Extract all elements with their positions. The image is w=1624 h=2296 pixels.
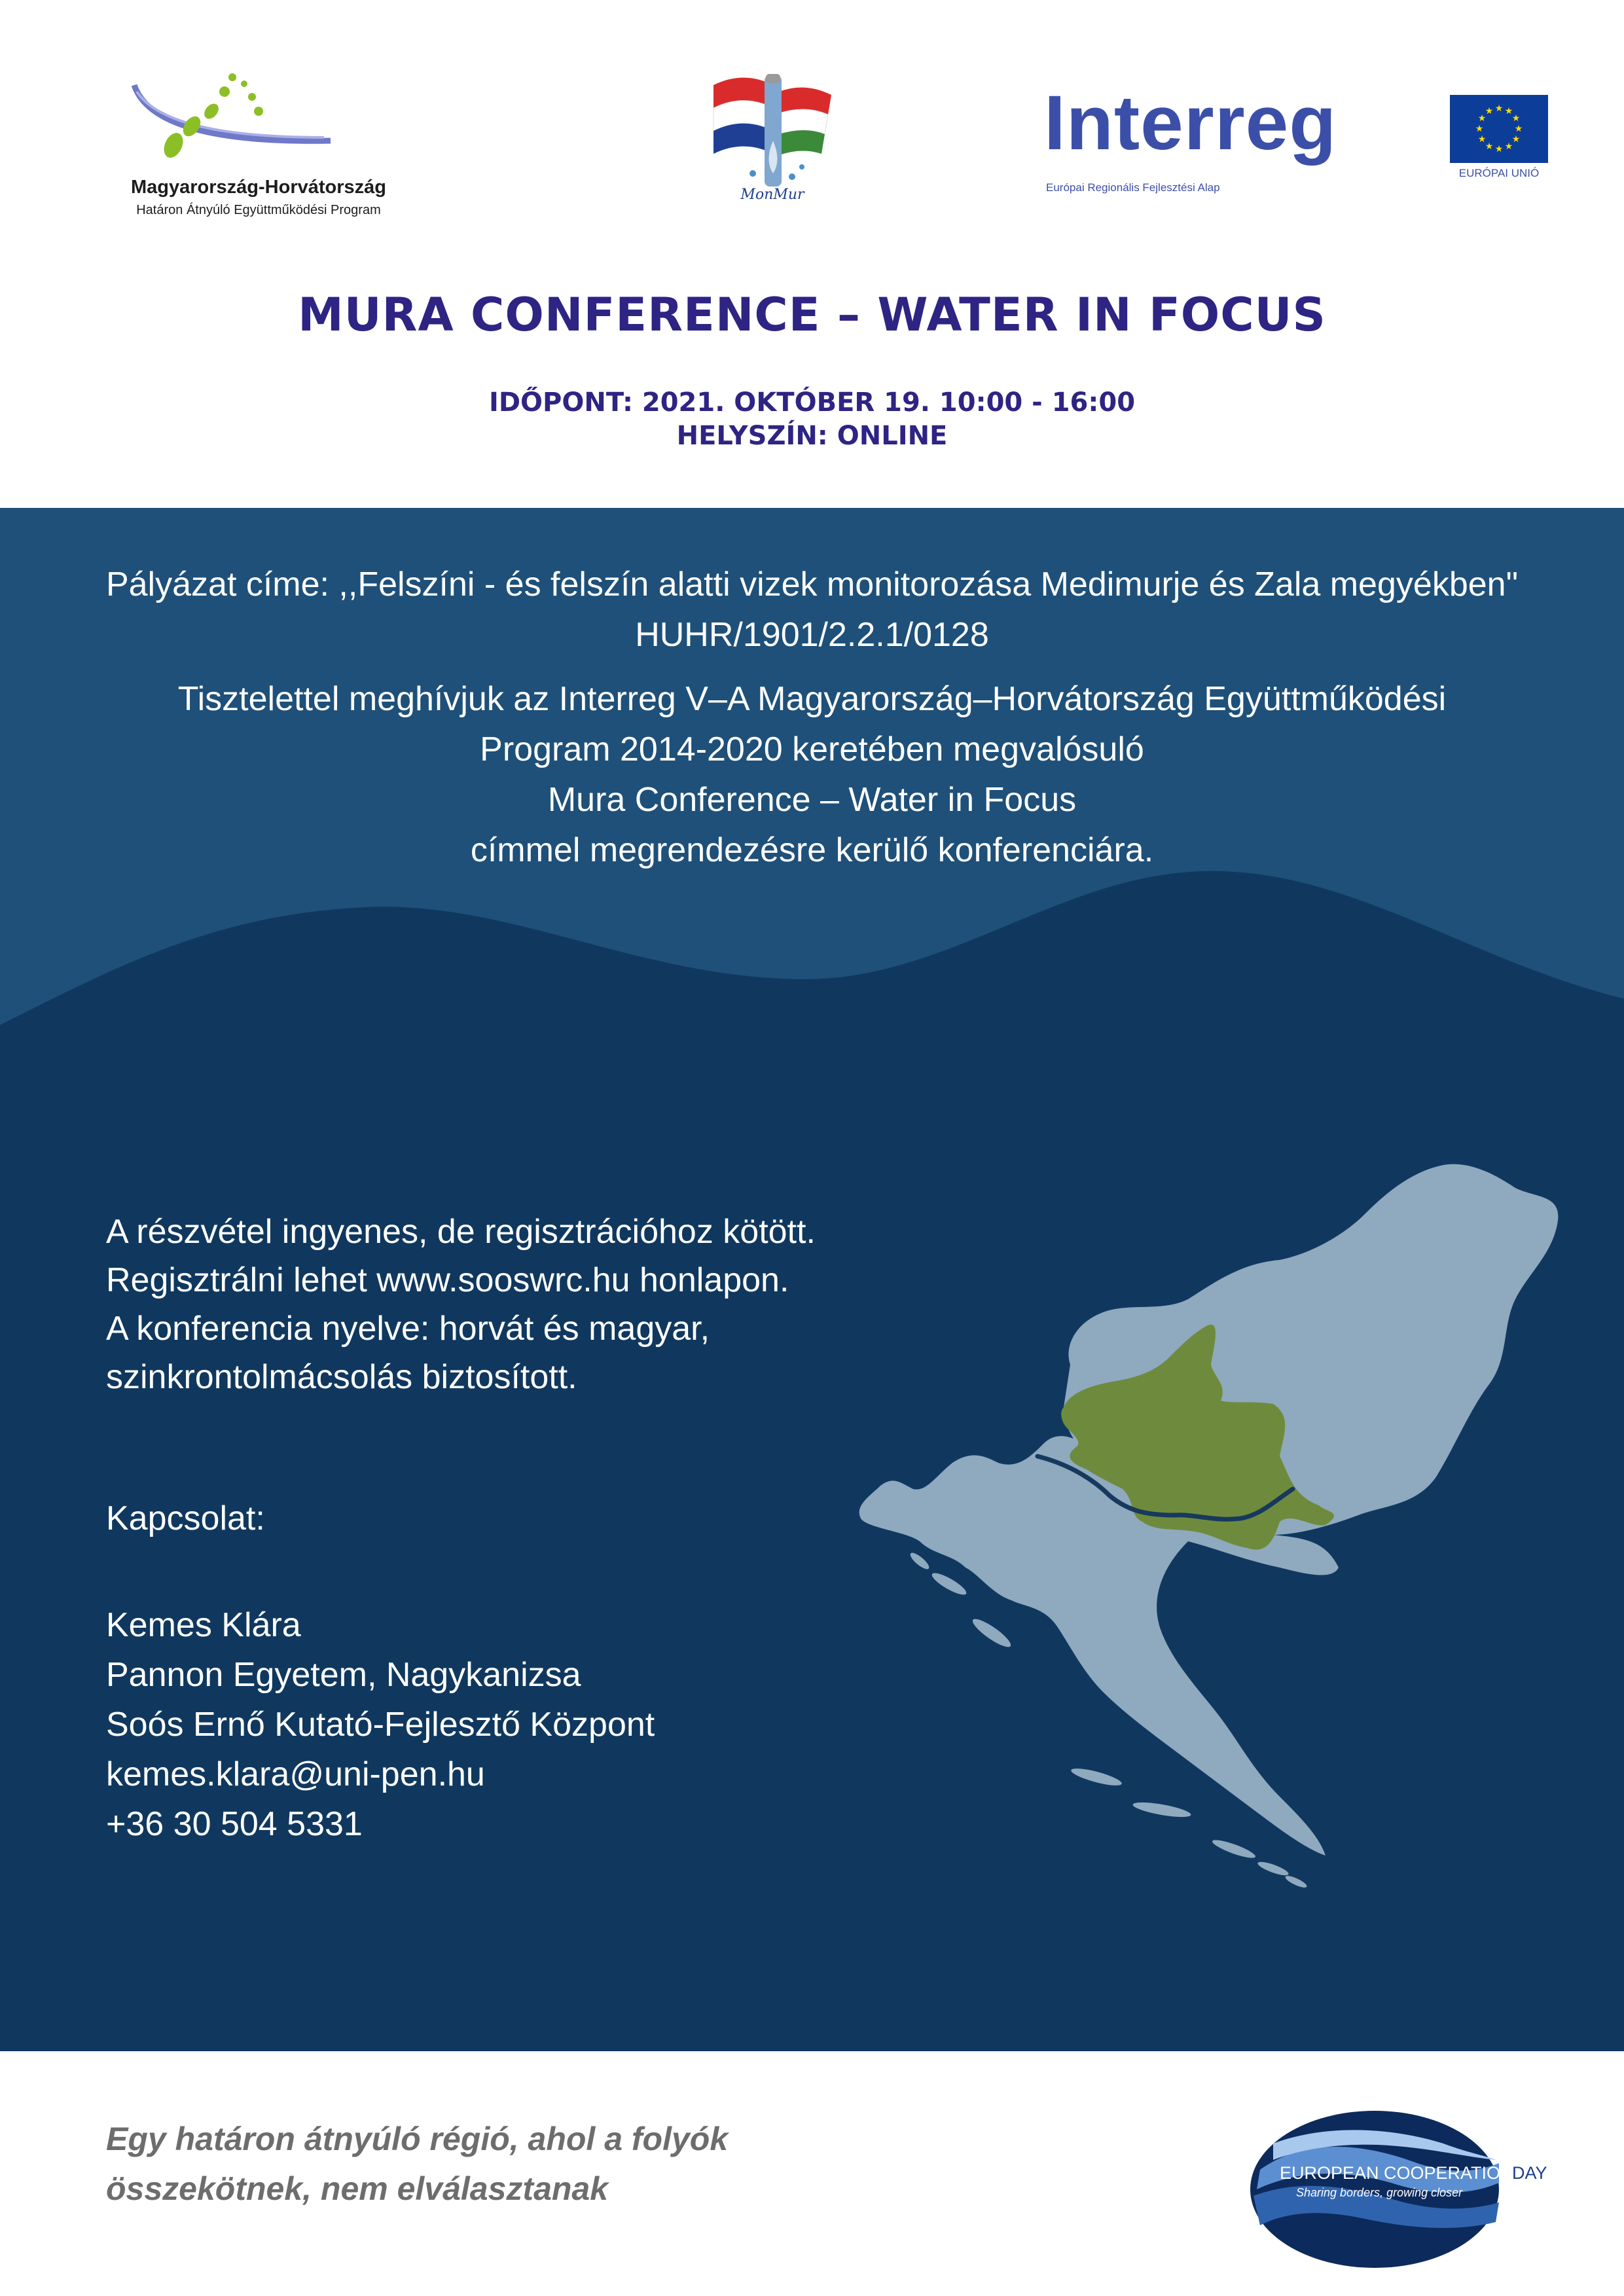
contact-phone: +36 30 504 5331 xyxy=(106,1805,363,1843)
svg-text:★: ★ xyxy=(1475,124,1484,134)
svg-text:★: ★ xyxy=(1504,106,1513,117)
svg-text:★: ★ xyxy=(1485,106,1494,117)
contact-email[interactable]: kemes.klara@uni-pen.hu xyxy=(106,1755,485,1793)
invitation-line: Tisztelettel meghívjuk az Interreg V–A Magyarország–Horvátország Együttműködési xyxy=(177,680,1447,718)
contact-heading: Kapcsolat: xyxy=(106,1499,265,1537)
project-title-line: Pályázat címe: ,,Felszíni - és felszín alatti vizek monitorozása Medimurje és Zala megyékben" xyxy=(105,565,1519,603)
contact-center: Soós Ernő Kutató-Fejlesztő Központ xyxy=(106,1706,655,1744)
event-place: HELYSZÍN: ONLINE xyxy=(676,421,948,451)
region-map-graphic xyxy=(821,1149,1568,1921)
project-code: HUHR/1901/2.2.1/0128 xyxy=(635,616,989,654)
program-name: Magyarország-Horvátország xyxy=(131,177,386,198)
svg-text:★: ★ xyxy=(1477,113,1487,124)
slogan-line: Egy határon átnyúló régió, ahol a folyók xyxy=(106,2121,729,2157)
svg-text:★: ★ xyxy=(1514,124,1523,134)
invitation-line: Mura Conference – Water in Focus xyxy=(547,781,1077,819)
conference-title: MURA CONFERENCE – WATER IN FOCUS xyxy=(298,288,1326,342)
program-logo-graphic xyxy=(128,65,383,177)
svg-text:★: ★ xyxy=(1511,134,1521,145)
eu-flag-icon xyxy=(1450,95,1548,163)
eu-label: EURÓPAI UNIÓ xyxy=(1458,167,1540,179)
program-logo xyxy=(128,65,386,223)
monmur-label: MonMur xyxy=(740,187,804,203)
info-line: A konferencia nyelve: horvát és magyar, xyxy=(106,1310,710,1348)
project-title-block xyxy=(0,560,1624,660)
svg-text:★: ★ xyxy=(1504,141,1513,152)
ec-day-word: DAY xyxy=(1512,2163,1547,2183)
invitation-line: Program 2014-2020 keretében megvalósuló xyxy=(480,730,1144,768)
svg-text:★: ★ xyxy=(1511,113,1521,124)
interreg-wordmark: Interreg xyxy=(1044,80,1337,166)
monmur-logo xyxy=(694,69,848,213)
monmur-flags-graphic xyxy=(694,69,848,200)
slogan xyxy=(106,2114,728,2214)
info-line: Regisztrálni lehet www.sooswrc.hu honlapon. xyxy=(106,1261,789,1299)
invitation-block xyxy=(0,674,1624,876)
contact-organization: Pannon Egyetem, Nagykanizsa xyxy=(106,1656,581,1694)
region-map xyxy=(821,1149,1568,1921)
invitation-line: címmel megrendezésre kerülő konferenciára. xyxy=(470,831,1154,869)
interreg-logo xyxy=(1044,80,1555,203)
info-line: A részvétel ingyenes, de regisztrációhoz kötött. xyxy=(106,1213,816,1251)
ec-day-title: EUROPEAN COOPERATION xyxy=(1280,2163,1513,2183)
contact-details xyxy=(106,1600,655,1849)
european-cooperation-day-logo xyxy=(1247,2098,1547,2278)
participation-info xyxy=(106,1208,816,1401)
slogan-line: összekötnek, nem elválasztanak xyxy=(106,2170,609,2207)
info-line: szinkrontolmácsolás biztosított. xyxy=(106,1358,577,1396)
program-subtitle: Határon Átnyúló Együttműködési Program xyxy=(136,203,381,217)
svg-text:★: ★ xyxy=(1485,141,1494,152)
ec-day-tagline: Sharing borders, growing closer xyxy=(1296,2186,1463,2199)
contact-name: Kemes Klára xyxy=(106,1606,301,1644)
interreg-fund-label: Európai Regionális Fejlesztési Alap xyxy=(1046,181,1220,194)
svg-text:★: ★ xyxy=(1477,134,1487,145)
svg-text:★: ★ xyxy=(1494,103,1504,114)
svg-text:★: ★ xyxy=(1494,144,1504,154)
event-time: IDŐPONT: 2021. OKTÓBER 19. 10:00 - 16:00 xyxy=(488,387,1136,418)
